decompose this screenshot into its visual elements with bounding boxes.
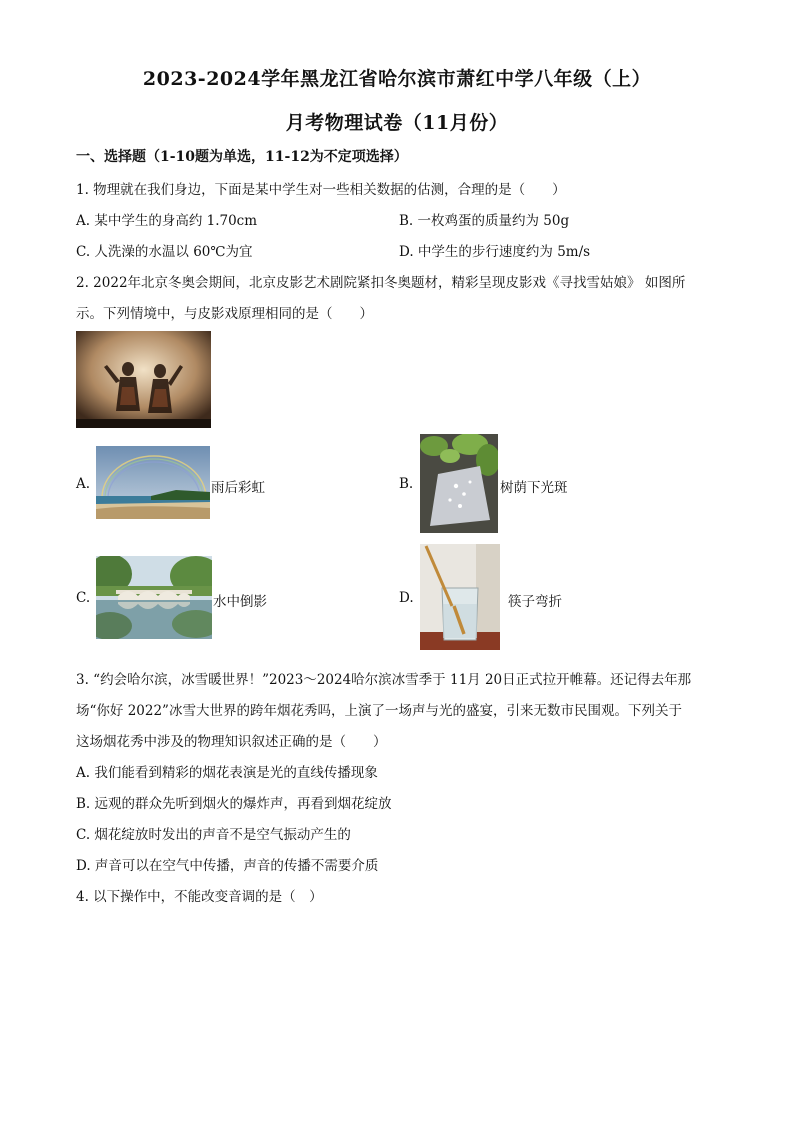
question-1-stem: 1. 物理就在我们身边，下面是某中学生对一些相关数据的估测，合理的是（ ） [76, 182, 566, 198]
water-reflection-bridge-image [96, 556, 212, 639]
question-2-stem-line1: 2. 2022年北京冬奥会期间，北京皮影艺术剧院紧扣冬奥题材，精彩呈现皮影戏《寻找雪姑娘》 如图所 [76, 275, 686, 291]
question-3-stem-line3: 这场烟花秀中涉及的物理知识叙述正确的是（ ） [76, 734, 387, 750]
section-heading: 一、选择题（1-10题为单选，11-12为不定项选择） [76, 149, 408, 165]
question-2-option-a-caption: 雨后彩虹 [211, 480, 265, 496]
question-4-stem: 4. 以下操作中，不能改变音调的是（ ） [76, 889, 323, 905]
bent-chopstick-image [420, 544, 500, 650]
exam-title-line2: 月考物理试卷（11月份） [285, 112, 509, 134]
question-3-option-b: B. 远观的群众先听到烟火的爆炸声，再看到烟花绽放 [76, 796, 392, 812]
question-2-option-c-letter: C. [76, 590, 91, 606]
question-2-option-a-letter: A. [76, 476, 91, 492]
question-3-option-d: D. 声音可以在空气中传播，声音的传播不需要介质 [76, 858, 379, 874]
question-2-option-c-caption: 水中倒影 [213, 594, 267, 610]
question-2-option-d-caption: 筷子弯折 [508, 594, 562, 610]
shadow-puppet-image [76, 331, 211, 428]
question-3-option-a: A. 我们能看到精彩的烟花表演是光的直线传播现象 [76, 765, 378, 781]
exam-title-line1: 2023-2024学年黑龙江省哈尔滨市萧红中学八年级（上） [142, 68, 652, 90]
question-3-stem-line1: 3. “约会哈尔滨，冰雪暖世界！”2023～2024哈尔滨冰雪季于 11月 20日正式拉开帷幕。还记得去年那 [76, 672, 692, 688]
question-1-option-b: B. 一枚鸡蛋的质量约为 50g [399, 213, 570, 229]
question-1-option-d: D. 中学生的步行速度约为 5m/s [399, 244, 591, 260]
question-2-option-b-caption: 树荫下光斑 [500, 480, 568, 496]
rainbow-image [96, 446, 210, 519]
question-3-stem-line2: 场“你好 2022”冰雪大世界的跨年烟花秀吗，上演了一场声与光的盛宴，引来无数市民围观。下列关于 [76, 703, 682, 719]
question-2-option-b-letter: B. [399, 476, 414, 492]
tree-shade-light-spots-image [420, 434, 498, 533]
question-1-option-c: C. 人洗澡的水温以 60℃为宜 [76, 244, 253, 260]
question-1-option-a: A. 某中学生的身高约 1.70cm [76, 213, 258, 229]
question-2-option-d-letter: D. [399, 590, 414, 606]
question-3-option-c: C. 烟花绽放时发出的声音不是空气振动产生的 [76, 827, 351, 843]
question-2-stem-line2: 示。下列情境中，与皮影戏原理相同的是（ ） [76, 306, 373, 322]
